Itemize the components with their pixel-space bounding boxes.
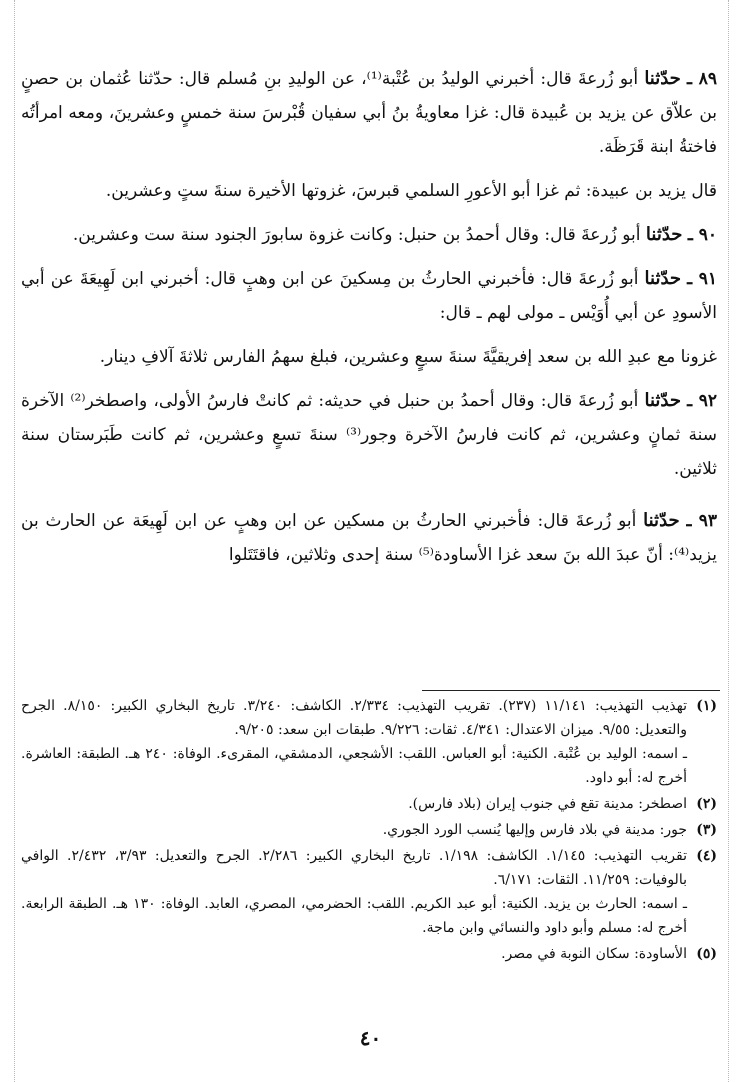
paragraph-text: أبو زُرعةَ قال: وقال أحمدُ بن حنبل: وكانت غزوة سابورَ الجنود سنة ست وعشرين. [72, 225, 641, 245]
footnote-marker: (٥) [696, 946, 717, 962]
hadith-heading: حدّثنا [644, 390, 681, 411]
footnote-marker: (٤) [696, 848, 717, 864]
hadith-number: ٩٠ ـ [687, 225, 717, 245]
footnote-line: جور: مدينة في بلاد فارس وإليها يُنسب الورد الجوري. [382, 822, 687, 838]
paragraph-text: أبو زُرعةَ قال: وقال أحمدُ بن حنبل في حديثه: ثم كانتْ فارسُ الأولى، واصطخر⁽²⁾ الآخرة سنة ثمانٍ وعشرين، ثم كانت فارسُ الآخرة وجور⁽³⁾ سنةَ تسعٍ وعشرين، ثم كانت طَبَرستان سنة ثلاثين. [21, 391, 717, 479]
scan-margin-line-left [14, 0, 15, 1082]
hadith-heading: حدّثنا [644, 68, 681, 89]
footnote-marker: (١) [696, 698, 717, 714]
footnote-line: ـ اسمه: الحارث بن يزيد. الكنية: أبو عبد الكريم. اللقب: الحضرمي، المصري، العابد. الوفاة: ١٣٠ هـ. الطبقة الرابعة. أخرج له: مسلم وأبو داود والنسائي وابن ماجة. [21, 896, 687, 936]
footnote-marker: (٢) [696, 796, 717, 812]
footnote-divider [422, 690, 720, 691]
hadith-heading: حدّثنا [643, 510, 680, 531]
footnote-3 [21, 818, 717, 842]
footnote-marker: (٣) [696, 822, 717, 838]
footnote-2 [21, 792, 717, 816]
hadith-number: ٨٩ ـ [687, 69, 717, 89]
footnote-4 [21, 844, 717, 940]
paragraph-text: أبو زُرعةَ قال: فأخبرني الحارثُ بن مِسكينَ عن ابن وهبٍ قال: أخبرني ابن لَهِيعَةَ عن أبي الأسودِ عن أبي أُوَيْس ـ مولى لهم ـ قال: [21, 269, 717, 323]
footnote-line: ـ اسمه: الوليد بن عُتْبة. الكنية: أبو العباس. اللقب: الأشجعي، الدمشقي، المقرىء. الوفاة: ٢٤٠ هـ. الطبقة: العاشرة. أخرج له: أبو داود. [21, 746, 687, 786]
paragraph-90 [21, 218, 717, 252]
footnote-text [21, 942, 687, 966]
footnote-text [21, 818, 687, 842]
paragraph-93 [21, 504, 717, 572]
hadith-heading: حدّثنا [644, 268, 682, 289]
footnote-1 [21, 694, 717, 790]
hadith-heading: حدّثنا [645, 224, 683, 245]
scan-margin-line-right [728, 0, 729, 1082]
footnote-text [21, 844, 687, 940]
paragraph-text: أبو زُرعةَ قال: فأخبرني الحارثُ بن مسكين عن ابن وهبٍ عن ابن لَهِيعَة عن الحارث بن يزيد⁽⁴⁾: أنّ عبدَ الله بنَ سعد غزا الأساودة⁽⁵⁾ سنة إحدى وثلاثين، فاقتَتَلوا [21, 511, 717, 565]
hadith-number: ٩٢ ـ [687, 391, 718, 411]
hadith-number: ٩١ ـ [687, 269, 718, 289]
paragraph-text: قال يزيد بن عبيدة: ثم غزا أبو الأعورِ السلمي قبرسَ، غزوتها الأخيرة سنةَ ستٍ وعشرين. [105, 181, 717, 201]
paragraph-text: أبو زُرعةَ قال: أخبرني الوليدُ بن عُتْبة⁽¹⁾، عن الوليدِ بنِ مُسلم قال: حدّثنا عُثمان بن حصنٍ بن علاّق عن يزيد بن عُبيدة قال: غزا معاويةُ بنُ أبي سفيان قُبْرسَ سنة خمسٍ وعشرينَ، ومعه امرأتُه فاختةُ ابنة قَرَظَة. [21, 69, 717, 157]
footnote-line: الأساودة: سكان النوبة في مصر. [501, 946, 687, 962]
main-text [21, 62, 717, 582]
paragraph-text: غزونا مع عبدِ الله بن سعد إفريقيَّةَ سنةَ سبعٍ وعشرين، فبلغ سهمُ الفارس ثلاثةَ آلافِ دينار. [99, 347, 717, 367]
paragraph-91-continued [21, 340, 717, 374]
paragraph-92 [21, 384, 717, 486]
hadith-number: ٩٣ ـ [686, 511, 718, 531]
footnote-text [21, 792, 687, 816]
footnote-text [21, 694, 687, 790]
footnote-5 [21, 942, 717, 966]
paragraph-89 [21, 62, 717, 164]
footnotes [21, 694, 717, 968]
footnote-line: تهذيب التهذيب: ١١/١٤١ (٢٣٧). تقريب التهذيب: ٢/٣٣٤. الكاشف: ٣/٢٤٠. تاريخ البخاري الكبير: ٨/١٥٠. الجرح والتعديل: ٩/٥٥. ميزان الاعتدال: ٤/٣٤١. ثقات: ٩/٢٢٦. طبقات ابن سعد: ٩/٢٠٥. [21, 698, 688, 738]
footnote-line: اصطخر: مدينة تقع في جنوب إيران (بلاد فارس). [408, 796, 687, 812]
footnote-line: تقريب التهذيب: ١/١٤٥. الكاشف: ١/١٩٨. تاريخ البخاري الكبير: ٢/٢٨٦. الجرح والتعديل: ٣/٩٣، ٢/٤٣٢. الوافي بالوفيات: ١١/٢٥٩. الثقات: ٦/١٧١. [21, 848, 687, 888]
paragraph-89-continued [21, 174, 717, 208]
paragraph-91 [21, 262, 717, 330]
page-number: ٤٠ [359, 1026, 382, 1050]
